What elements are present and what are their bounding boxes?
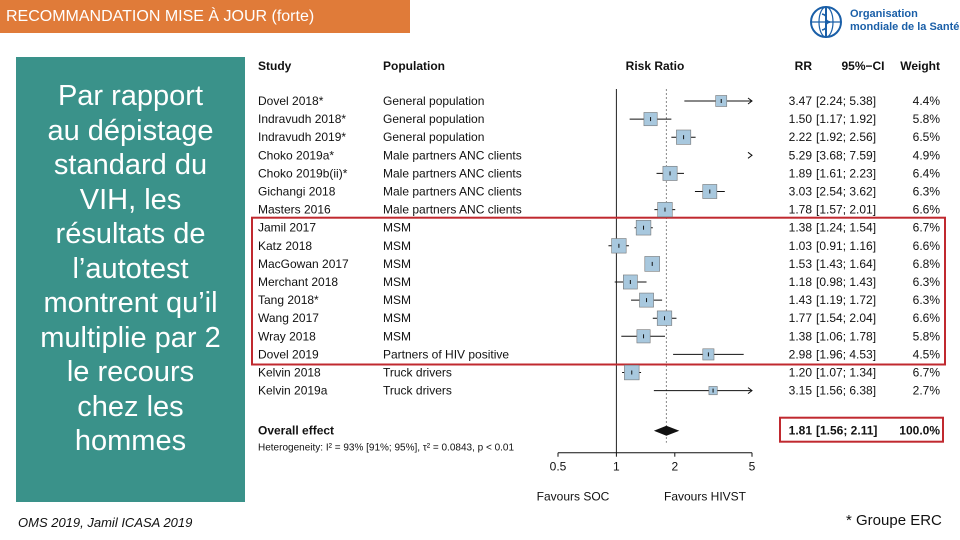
weight-value: 2.7% — [912, 383, 940, 398]
ci-value: [0.98; 1.43] — [816, 275, 877, 289]
rr-value: 2.22 — [788, 130, 812, 145]
header-weight: Weight — [900, 59, 940, 73]
population-label: General population — [383, 130, 485, 145]
rr-value: 1.50 — [788, 112, 812, 127]
weight-value: 4.5% — [912, 347, 940, 362]
rr-value: 1.38 — [788, 220, 812, 235]
rr-value: 1.78 — [788, 202, 812, 217]
who-org-line2: mondiale de la Santé — [850, 21, 960, 33]
study-label: Kelvin 2019a — [258, 383, 328, 398]
overall-ci-value: [1.56; 2.11] — [816, 423, 878, 438]
summary-line: hommes — [74, 425, 187, 457]
rr-value: 2.98 — [788, 347, 812, 362]
header-study: Study — [258, 59, 292, 73]
weight-value: 5.8% — [912, 329, 940, 344]
summary-line: montrent qu’il — [43, 287, 218, 319]
summary-line: Par rapport — [57, 80, 204, 112]
ci-value: [1.54; 2.04] — [816, 311, 877, 326]
ci-value: [1.06; 1.78] — [816, 329, 877, 344]
header-population: Population — [383, 59, 445, 73]
rr-value: 3.47 — [788, 94, 812, 108]
header-risk-ratio: Risk Ratio — [625, 59, 685, 73]
out-of-range-arrow — [748, 152, 752, 158]
overall-diamond — [654, 426, 679, 436]
population-label: Truck drivers — [383, 365, 452, 380]
population-label: MSM — [383, 329, 411, 344]
x-axis-tick-label: 0.5 — [549, 459, 567, 474]
ci-value: [1.19; 1.72] — [816, 293, 877, 308]
rr-value: 1.53 — [788, 256, 812, 271]
summary-line: au dépistage — [47, 114, 214, 147]
who-emblem-icon — [808, 4, 844, 40]
population-label: General population — [383, 112, 485, 127]
study-label: Merchant 2018 — [258, 275, 339, 289]
study-label: Tang 2018* — [258, 293, 319, 308]
ci-value: [1.61; 2.23] — [816, 166, 877, 181]
ci-value: [0.91; 1.16] — [816, 238, 877, 253]
overall-weight-value: 100.0% — [899, 423, 940, 438]
study-label: MacGowan 2017 — [258, 256, 349, 271]
x-axis-tick-label: 5 — [748, 459, 756, 474]
summary-line: l’autotest — [72, 252, 189, 285]
weight-value: 6.3% — [912, 275, 940, 289]
study-label: Masters 2016 — [258, 202, 331, 217]
summary-line: chez les — [77, 390, 184, 423]
study-label: Dovel 2018* — [258, 94, 324, 108]
ci-value: [1.43; 1.64] — [816, 256, 877, 271]
banner-title: RECOMMANDATION MISE À JOUR (forte) — [6, 8, 315, 25]
population-label: Truck drivers — [383, 383, 452, 398]
study-label: Indravudh 2019* — [258, 130, 347, 145]
weight-value: 4.9% — [912, 148, 940, 163]
population-label: Male partners ANC clients — [383, 148, 522, 163]
rr-value: 3.03 — [788, 184, 812, 199]
forest-plot — [250, 50, 950, 506]
weight-value: 6.6% — [912, 311, 940, 326]
study-label: Choko 2019b(ii)* — [258, 166, 348, 181]
ci-value: [1.92; 2.56] — [816, 130, 877, 145]
study-label: Wang 2017 — [258, 311, 319, 326]
study-label: Choko 2019a* — [258, 148, 335, 163]
weight-value: 4.4% — [912, 94, 940, 108]
ci-value: [1.17; 1.92] — [816, 112, 877, 127]
source-citation: OMS 2019, Jamil ICASA 2019 — [18, 515, 193, 530]
summary-line: standard du — [53, 149, 208, 181]
study-label: Kelvin 2018 — [258, 365, 321, 380]
study-label: Katz 2018 — [258, 238, 313, 253]
population-label: MSM — [383, 275, 411, 289]
population-label: MSM — [383, 238, 411, 253]
population-label: MSM — [383, 256, 411, 271]
heterogeneity-text: Heterogeneity: I² = 93% [91%; 95%], τ² = 0.0843, p < 0.01 — [258, 442, 515, 454]
study-label: Wray 2018 — [258, 329, 316, 344]
x-axis-tick-label: 2 — [671, 459, 679, 474]
rr-value: 1.38 — [788, 329, 812, 344]
summary-text — [16, 79, 245, 459]
study-label: Dovel 2019 — [258, 347, 319, 362]
summary-line: résultats de — [55, 218, 206, 250]
population-label: Partners of HIV positive — [383, 347, 510, 362]
population-label: MSM — [383, 311, 411, 326]
study-label: Gichangi 2018 — [258, 184, 336, 199]
summary-panel — [16, 57, 245, 502]
study-label: Jamil 2017 — [258, 220, 317, 235]
x-axis-tick-label: 1 — [613, 459, 620, 474]
weight-value: 6.3% — [912, 184, 940, 199]
rr-value: 1.43 — [788, 293, 812, 308]
rr-value: 1.18 — [788, 275, 812, 289]
population-label: MSM — [383, 220, 411, 235]
ci-value: [3.68; 7.59] — [816, 148, 877, 163]
footnote: * Groupe ERC — [846, 512, 942, 529]
recommendation-banner — [0, 0, 410, 33]
ci-value: [1.57; 2.01] — [816, 202, 877, 217]
weight-value: 6.5% — [912, 130, 940, 145]
favours-soc-label: Favours SOC — [536, 489, 610, 504]
who-logo — [808, 4, 958, 44]
rr-value: 5.29 — [788, 148, 812, 163]
population-label: Male partners ANC clients — [383, 184, 522, 199]
ci-value: [2.24; 5.38] — [816, 94, 877, 108]
weight-value: 6.3% — [912, 293, 940, 308]
population-label: Male partners ANC clients — [383, 202, 522, 217]
weight-value: 6.8% — [912, 256, 940, 271]
population-label: Male partners ANC clients — [383, 166, 522, 181]
overall-rr-value: 1.81 — [788, 423, 812, 438]
rr-value: 3.15 — [788, 383, 812, 398]
favours-hivst-label: Favours HIVST — [663, 489, 747, 504]
summary-line: multiplie par 2 — [40, 321, 221, 354]
population-label: General population — [383, 94, 485, 108]
rr-value: 1.77 — [788, 311, 812, 326]
weight-value: 6.6% — [912, 238, 940, 253]
header-rr: RR — [794, 59, 812, 73]
who-wordmark — [850, 8, 959, 34]
weight-value: 6.4% — [912, 166, 940, 181]
ci-value: [1.56; 6.38] — [816, 383, 877, 398]
weight-value: 6.6% — [912, 202, 940, 217]
ci-value: [2.54; 3.62] — [816, 184, 877, 199]
rr-value: 1.03 — [788, 238, 812, 253]
summary-line: le recours — [66, 356, 195, 388]
ci-value: [1.96; 4.53] — [816, 347, 877, 362]
rr-value: 1.20 — [788, 365, 812, 380]
ci-value: [1.24; 1.54] — [816, 220, 877, 235]
overall-effect-label: Overall effect — [258, 423, 335, 438]
rr-value: 1.89 — [788, 166, 812, 181]
summary-line: VIH, les — [79, 183, 182, 216]
ci-value: [1.07; 1.34] — [816, 365, 877, 380]
weight-value: 5.8% — [912, 112, 940, 127]
population-label: MSM — [383, 293, 411, 308]
weight-value: 6.7% — [912, 220, 940, 235]
who-org-line1: Organisation — [850, 8, 918, 20]
study-label: Indravudh 2018* — [258, 112, 347, 127]
weight-value: 6.7% — [912, 365, 940, 380]
header-ci: 95%−CI — [841, 59, 885, 73]
